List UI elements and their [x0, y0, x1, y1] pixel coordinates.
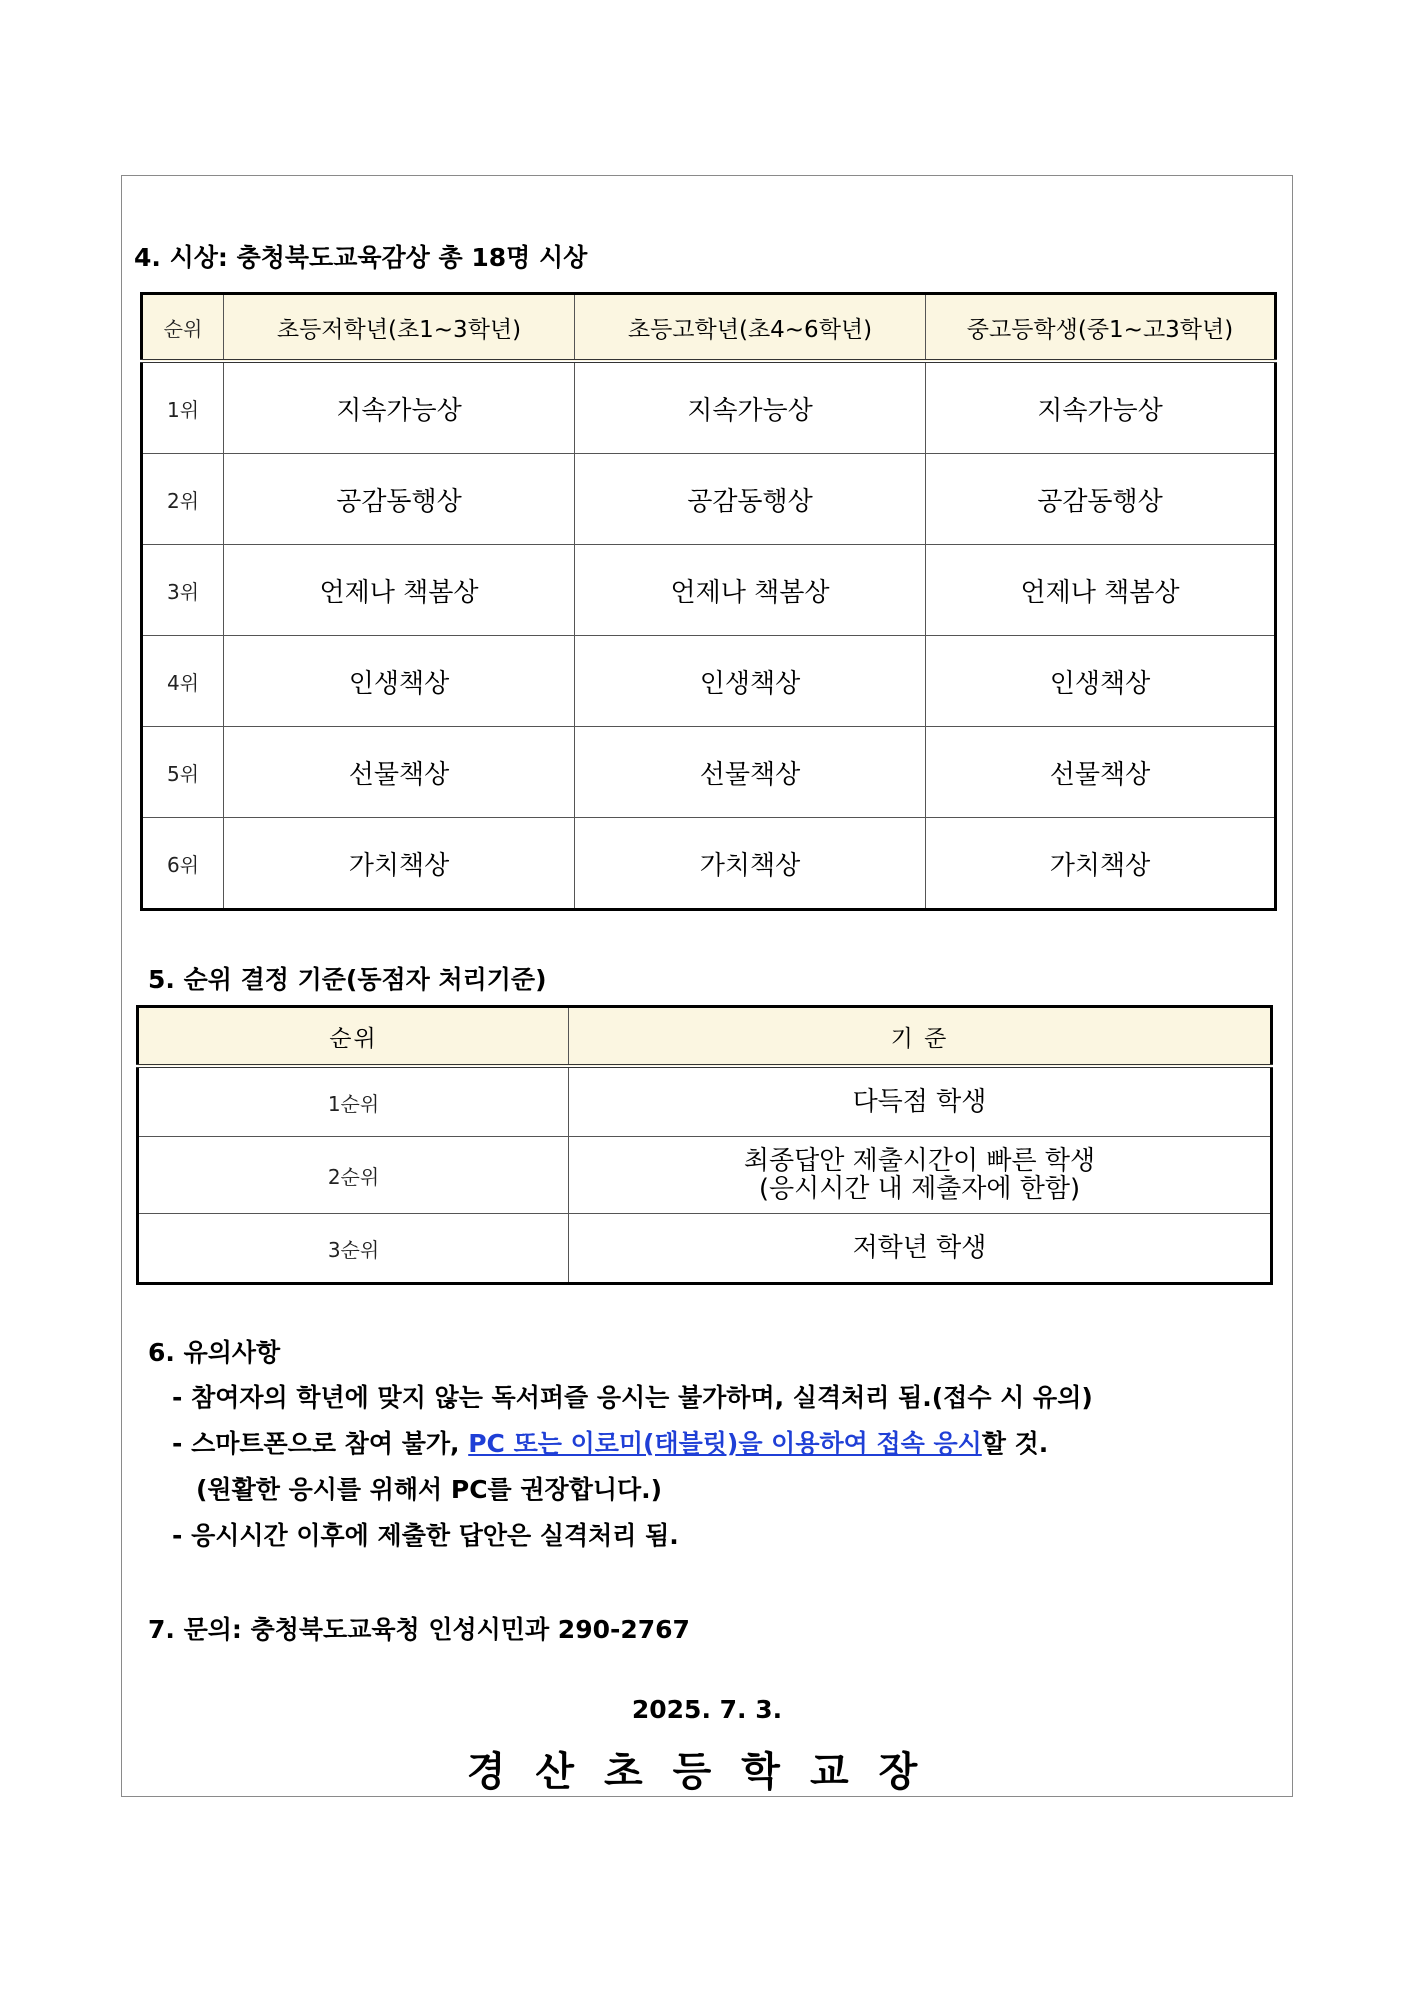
criteria-cell	[569, 1066, 1272, 1137]
criteria-text: 다득점 학생	[852, 1087, 987, 1117]
header-upper-elementary: 초등고학년(초4~6학년)	[575, 294, 926, 362]
table-row	[142, 818, 1276, 910]
criteria-cell	[569, 1137, 1272, 1214]
award-cell: 인생책상	[926, 636, 1276, 727]
award-cell: 인생책상	[224, 636, 575, 727]
award-cell: 공감동행상	[575, 454, 926, 545]
header-lower-elementary: 초등저학년(초1~3학년)	[224, 294, 575, 362]
awards-table	[140, 292, 1277, 911]
notice-item-2-suffix: 할 것.	[981, 1429, 1049, 1458]
award-cell: 가치책상	[575, 818, 926, 910]
table-row	[142, 454, 1276, 545]
criteria-text: 최종답안 제출시간이 빠른 학생	[743, 1146, 1096, 1176]
notice-item-3: - 응시시간 이후에 제출한 답안은 실격처리 됨.	[172, 1521, 679, 1550]
award-cell: 언제나 책봄상	[926, 545, 1276, 636]
award-cell: 언제나 책봄상	[224, 545, 575, 636]
rank-cell: 1위	[142, 361, 224, 454]
table-row	[142, 361, 1276, 454]
rank-cell: 4위	[142, 636, 224, 727]
notice-item-2-note: (원활한 응시를 위해서 PC를 권장합니다.)	[196, 1475, 663, 1504]
header-rank: 순위	[138, 1007, 569, 1067]
document-signer: 경산초등학교장	[466, 1749, 948, 1795]
document-date: 2025. 7. 3.	[631, 1695, 783, 1724]
section7-contact: 7. 문의: 충청북도교육청 인성시민과 290-2767	[148, 1615, 690, 1644]
award-cell: 가치책상	[224, 818, 575, 910]
device-guide-link[interactable]: PC 또는 이로미(태블릿)을 이용하여 접속 응시	[468, 1429, 982, 1458]
notice-item-2	[172, 1424, 1048, 1460]
rank-cell: 3순위	[138, 1214, 569, 1284]
rank-cell: 3위	[142, 545, 224, 636]
table-row	[142, 727, 1276, 818]
header-criteria: 기 준	[569, 1007, 1272, 1067]
notice-item-2-prefix: - 스마트폰으로 참여 불가,	[172, 1429, 469, 1458]
award-cell: 공감동행상	[926, 454, 1276, 545]
header-rank: 순위	[142, 294, 224, 362]
rank-cell: 2위	[142, 454, 224, 545]
tiebreak-table	[136, 1005, 1273, 1285]
award-cell: 선물책상	[224, 727, 575, 818]
notice-item-1: - 참여자의 학년에 맞지 않는 독서퍼즐 응시는 불가하며, 실격처리 됨.(접수 시 유의)	[172, 1383, 1093, 1412]
section5-heading: 5. 순위 결정 기준(동점자 처리기준)	[148, 965, 547, 994]
criteria-note: (응시시간 내 제출자에 한함)	[758, 1174, 1081, 1204]
award-cell: 가치책상	[926, 818, 1276, 910]
award-cell: 지속가능상	[224, 361, 575, 454]
award-cell: 선물책상	[926, 727, 1276, 818]
rank-cell: 6위	[142, 818, 224, 910]
table-row	[138, 1066, 1272, 1137]
table-row	[138, 1137, 1272, 1214]
section4-heading: 4. 시상: 충청북도교육감상 총 18명 시상	[134, 243, 588, 272]
rank-cell: 1순위	[138, 1066, 569, 1137]
table-row	[142, 636, 1276, 727]
table-row	[138, 1214, 1272, 1284]
header-secondary: 중고등학생(중1~고3학년)	[926, 294, 1276, 362]
section6-heading: 6. 유의사항	[148, 1338, 281, 1367]
criteria-cell	[569, 1214, 1272, 1284]
award-cell: 지속가능상	[575, 361, 926, 454]
rank-cell: 5위	[142, 727, 224, 818]
criteria-text: 저학년 학생	[852, 1233, 987, 1263]
award-cell: 선물책상	[575, 727, 926, 818]
award-cell: 언제나 책봄상	[575, 545, 926, 636]
award-cell: 지속가능상	[926, 361, 1276, 454]
rank-cell: 2순위	[138, 1137, 569, 1214]
award-cell: 공감동행상	[224, 454, 575, 545]
table-row	[142, 545, 1276, 636]
awards-table-header	[142, 294, 1276, 362]
tiebreak-table-header	[138, 1007, 1272, 1067]
award-cell: 인생책상	[575, 636, 926, 727]
